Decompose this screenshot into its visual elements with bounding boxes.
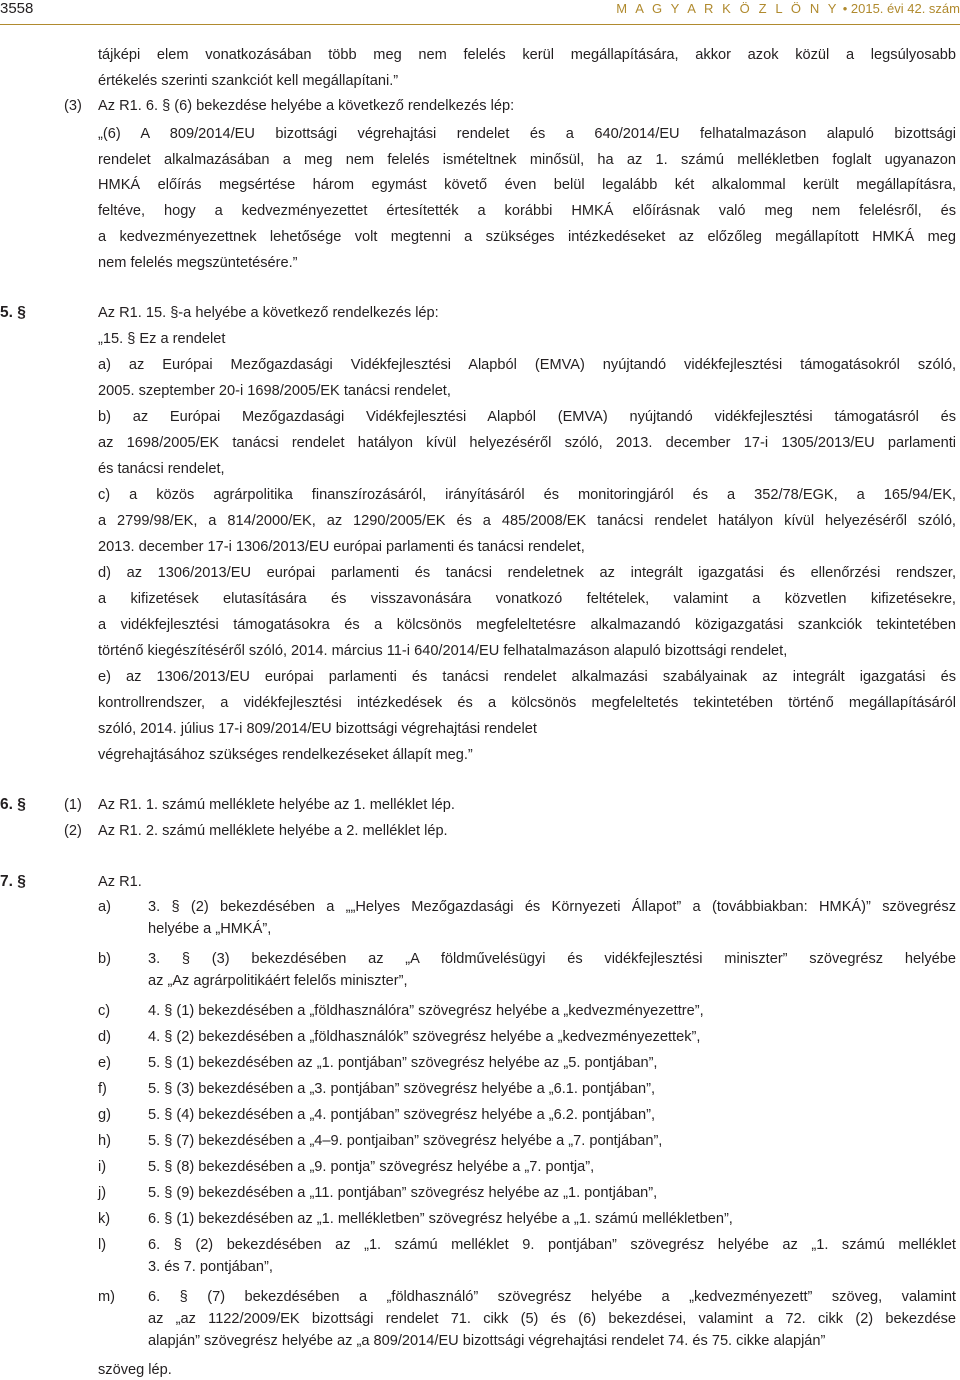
list-item-line: 4. § (2) bekezdésében a „földhasználók” szövegrész helyébe a „kedvezményezettek”,	[148, 1029, 701, 1045]
list-item-label: m)	[98, 1289, 116, 1305]
list-item-label: e)	[98, 1055, 111, 1071]
list-item-label: f)	[98, 1081, 107, 1097]
section-label: 5. §	[0, 304, 26, 321]
quote-line: a kedvezményezettnek lehetősége volt megtenni a szükséges intézkedéseket az előzőleg megállapított HMKÁ meg	[98, 229, 956, 245]
list-item-label: h)	[98, 1133, 111, 1149]
issue-number: 2015. évi 42. szám	[850, 1, 960, 16]
page-number: 3558	[0, 0, 34, 17]
list-item-line: 5. § (8) bekezdésében a „9. pontja” szövegrész helyébe a „7. pontja”,	[148, 1159, 595, 1175]
list-item-line: 5. § (7) bekezdésében a „4–9. pontjaiban” szövegrész helyébe a „7. pontjában”,	[148, 1133, 663, 1149]
quote-line: történő kiegészítéséről szóló, 2014. március 11-i 640/2014/EU felhatalmazáson alapuló bizottsági rendelet,	[98, 643, 788, 659]
list-item-line: 4. § (1) bekezdésében a „földhasználóra” szövegrész helyébe a „kedvezményezettre”,	[148, 1003, 704, 1019]
quote-line: végrehajtásához szükséges rendelkezéseket állapít meg.”	[98, 747, 473, 763]
list-item-label: b)	[98, 951, 111, 967]
list-item-label: k)	[98, 1211, 111, 1227]
quote-line: szóló, 2014. július 17-i 809/2014/EU bizottsági végrehajtási rendelet	[98, 721, 537, 737]
section-label: 7. §	[0, 873, 26, 890]
quote-line: az 1698/2005/EK tanácsi rendelet hatályon kívül helyezéséről szóló, 2013. december 17-i 1305/2013/EU parlamenti	[98, 435, 956, 451]
list-item-label: a)	[98, 899, 111, 915]
list-item-line: 6. § (7) bekezdésében a „földhasználó” szövegrész helyébe a „kedvezményezett” szöveg, valamint	[148, 1289, 956, 1305]
list-item-line: 5. § (9) bekezdésében a „11. pontjában” szövegrész helyébe az „1. pontjában”,	[148, 1185, 658, 1201]
quote-line: „15. § Ez a rendelet	[98, 331, 226, 347]
list-item-line: 3. § (2) bekezdésében a „„Helyes Mezőgazdasági és Környezeti Állapot” a (továbbiakban: HMKÁ)” szövegrész	[148, 899, 956, 915]
section-label: 6. §	[0, 796, 26, 813]
list-item-line: 5. § (3) bekezdésében a „3. pontjában” szövegrész helyébe a „6.1. pontjában”,	[148, 1081, 656, 1097]
list-item-label: d)	[98, 1029, 111, 1045]
quote-line: HMKÁ előírás megsértése három egymást követő éven belül legalább két alkalommal került megállapításra,	[98, 177, 956, 193]
quote-line: 2013. december 17-i 1306/2013/EU európai parlamenti és tanácsi rendelet,	[98, 539, 585, 555]
quote-line: nem felelés megszüntetésére.”	[98, 255, 298, 271]
list-item-line: 6. § (2) bekezdésében az „1. számú melléklet 9. pontjában” szövegrész helyébe az „1. számú melléklet	[148, 1237, 956, 1253]
list-item-label: l)	[98, 1237, 107, 1253]
quote-line: feltéve, hogy a kedvezményezettet értesítették a korábbi HMKÁ előírásnak való meg nem felelésről, és	[98, 203, 956, 219]
quote-line: b) az Európai Mezőgazdasági Vidékfejlesztési Alapból (EMVA) nyújtandó vidékfejlesztési támogatásról és	[98, 409, 956, 425]
list-item-label: j)	[98, 1185, 107, 1201]
body-line: Az R1. 6. § (6) bekezdése helyébe a következő rendelkezés lép:	[98, 98, 515, 114]
quote-line: c) a közös agrárpolitika finanszírozásáról, irányításáról és monitoringjáról és a 352/78/EGK, a 165/94/EK,	[98, 487, 956, 503]
quote-line: „(6) A 809/2014/EU bizottsági végrehajtási rendelet és a 640/2014/EU felhatalmazáson alapuló bizottsági	[98, 126, 956, 142]
journal-name: M A G Y A R K Ö Z L Ö N Y	[616, 1, 840, 16]
header-rule	[0, 24, 960, 25]
body-line: értékelés szerinti szankciót kell megállapítani.”	[98, 73, 399, 89]
list-item-line: alapján” szövegrész helyébe az „a 809/2014/EU bizottsági végrehajtási rendelet 74. és 75. cikke alapján”	[148, 1333, 826, 1349]
running-header	[616, 1, 960, 16]
paragraph-number: (1)	[64, 797, 82, 813]
list-item-line: helyébe a „HMKÁ”,	[148, 921, 272, 937]
list-item-line: 5. § (1) bekezdésében az „1. pontjában” szövegrész helyébe az „5. pontjában”,	[148, 1055, 658, 1071]
body-line: Az R1.	[98, 874, 142, 890]
list-item-label: g)	[98, 1107, 111, 1123]
quote-line: e) az 1306/2013/EU európai parlamenti és tanácsi rendelet alkalmazási szabályainak az integrált igazgatási és	[98, 669, 956, 685]
list-item-line: 3. § (3) bekezdésében az „A földművelésügyi és vidékfejlesztési miniszter” szövegrész helyébe	[148, 951, 956, 967]
paragraph-number: (3)	[64, 98, 82, 114]
body-line: Az R1. 1. számú melléklete helyébe az 1. melléklet lép.	[98, 797, 455, 813]
quote-line: d) az 1306/2013/EU európai parlamenti és tanácsi rendeletnek az integrált igazgatási és ellenőrzési rendszer,	[98, 565, 956, 581]
quote-line: 2005. szeptember 20-i 1698/2005/EK tanácsi rendelet,	[98, 383, 451, 399]
list-item-line: 5. § (4) bekezdésében a „4. pontjában” szövegrész helyébe a „6.2. pontjában”,	[148, 1107, 656, 1123]
list-item-label: i)	[98, 1159, 107, 1175]
paragraph-number: (2)	[64, 823, 82, 839]
body-line: Az R1. 2. számú melléklete helyébe a 2. melléklet lép.	[98, 823, 448, 839]
quote-line: kontrollrendszer, a vidékfejlesztési intézkedések és a kölcsönös megfeleltetés tekintetében történő megállapításáról	[98, 695, 956, 711]
list-item-line: 6. § (1) bekezdésében az „1. mellékletben” szövegrész helyébe a „1. számú mellékletben”,	[148, 1211, 733, 1227]
quote-line: a vidékfejlesztési támogatásokra és a kölcsönös megfeleltetésre alkalmazandó közigazgatási szankciók tekintetében	[98, 617, 956, 633]
quote-line: rendelet alkalmazásában a meg nem felelés ismételtnek minősül, ha az 1. számú mellékletben foglalt ugyanazon	[98, 152, 956, 168]
quote-line: a) az Európai Mezőgazdasági Vidékfejlesztési Alapból (EMVA) nyújtandó vidékfejlesztési támogatásokról szóló,	[98, 357, 956, 373]
body-line: tájképi elem vonatkozásában több meg nem felelés kerül megállapítására, akkor azok közül a legsúlyosabb	[98, 47, 956, 63]
header-bullet: •	[842, 1, 848, 16]
quote-line: a kifizetések elutasítására és visszavonására vonatkozó feltételek, valamint a közvetlen kifizetésekre,	[98, 591, 956, 607]
list-item-line: 3. és 7. pontjában”,	[148, 1259, 273, 1275]
quote-line: és tanácsi rendelet,	[98, 461, 225, 477]
list-item-label: c)	[98, 1003, 111, 1019]
list-item-line: az „az 1122/2009/EK bizottsági rendelet 71. cikk (5) és (6) bekezdései, valamint a 72. cikk (2) bekezdése	[148, 1311, 956, 1327]
list-item-line: az „Az agrárpolitikáért felelős miniszter”,	[148, 973, 408, 989]
body-line: Az R1. 15. §-a helyébe a következő rendelkezés lép:	[98, 305, 439, 321]
closing-line: szöveg lép.	[98, 1362, 172, 1378]
quote-line: a 2799/98/EK, a 814/2000/EK, az 1290/2005/EK és a 485/2008/EK tanácsi rendelet hatályon kívül helyezéséről szóló,	[98, 513, 956, 529]
